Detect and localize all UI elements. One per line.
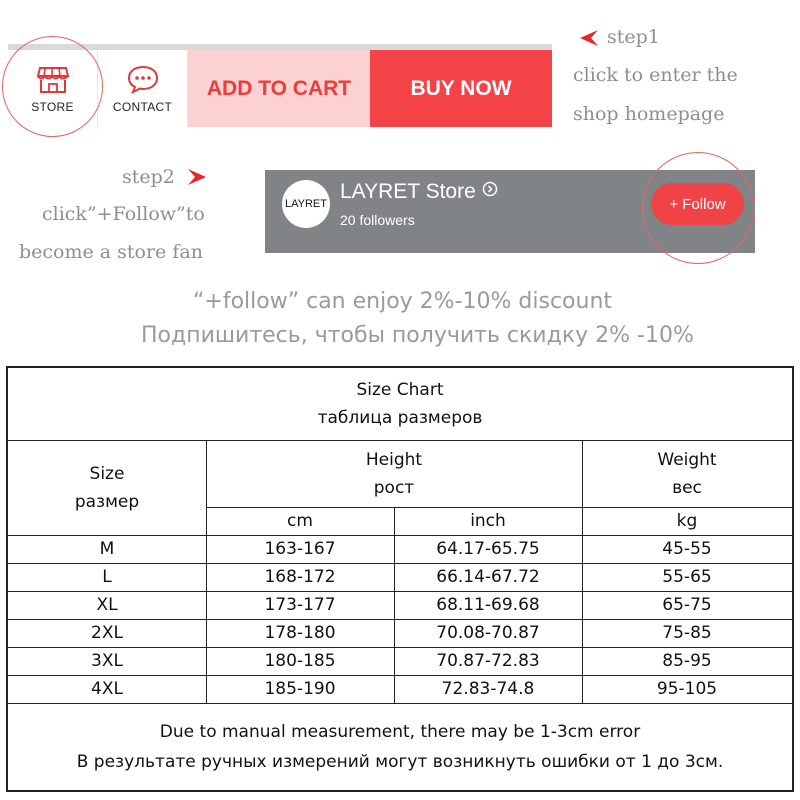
contact-label: CONTACT	[112, 99, 173, 114]
kg-cell: 95-105	[656, 679, 718, 699]
store-name[interactable]	[340, 180, 498, 204]
kg-cell: 65-75	[662, 595, 712, 615]
step2-line1: click”+Follow”to	[42, 203, 205, 225]
size-chart-table	[6, 366, 794, 792]
size-header	[8, 440, 206, 535]
measurement-note	[8, 703, 792, 790]
size-cell: 3XL	[91, 651, 123, 671]
note-english: Due to manual measurement, there may be 1-3cm error	[159, 721, 641, 742]
kg-cell: 75-85	[662, 623, 712, 643]
size-cell: 4XL	[91, 679, 123, 699]
cm-cell: 185-190	[264, 679, 336, 699]
title-english: Size Chart	[356, 380, 444, 400]
inch-cell: 64.17-65.75	[436, 539, 540, 559]
chevron-circle-icon	[482, 181, 498, 197]
add-to-cart-button[interactable]: ADD TO CART	[188, 50, 370, 127]
store-highlight-circle	[2, 36, 103, 137]
cm-cell: 168-172	[264, 567, 336, 587]
cm-cell: 173-177	[264, 595, 336, 615]
store-avatar[interactable]: LAYRET	[282, 180, 330, 228]
arrow-left-icon	[578, 29, 600, 47]
chat-bubble-icon	[126, 64, 160, 94]
height-header-en: Height	[365, 449, 423, 470]
contact-button[interactable]	[98, 50, 188, 127]
weight-header-en: Weight	[657, 449, 717, 470]
step2-line2: become a store fan	[19, 241, 203, 263]
note-russian: В результате ручных измерений могут возникнуть ошибки от 1 до 3см.	[76, 751, 724, 772]
promo-russian: Подпишитесь, чтобы получить скидку 2% -10%	[141, 323, 694, 348]
size-cell: M	[99, 539, 115, 559]
inch-cell: 72.83-74.8	[441, 679, 535, 699]
unit-kg: kg	[676, 511, 698, 531]
cm-cell: 180-185	[264, 651, 336, 671]
size-chart-title	[8, 368, 792, 440]
promo-english: “+follow” can enjoy 2%-10% discount	[193, 289, 613, 314]
weight-header-ru: вес	[672, 477, 702, 498]
kg-cell: 85-95	[662, 651, 712, 671]
height-header-ru: рост	[373, 477, 415, 498]
step1-line1: click to enter the	[573, 64, 738, 86]
store-name-text: LAYRET Store	[340, 180, 476, 203]
inch-cell: 70.08-70.87	[436, 623, 540, 643]
title-russian: таблица размеров	[317, 408, 483, 428]
weight-header	[582, 440, 792, 507]
size-header-en: Size	[89, 463, 125, 484]
inch-cell: 70.87-72.83	[436, 651, 540, 671]
height-header	[206, 440, 582, 507]
step1-line2: shop homepage	[573, 103, 725, 125]
cm-cell: 163-167	[264, 539, 336, 559]
unit-cm: cm	[287, 511, 313, 531]
follow-button[interactable]: + Follow	[651, 183, 744, 225]
inch-cell: 68.11-69.68	[436, 595, 540, 615]
arrow-right-icon	[186, 168, 208, 186]
buy-now-button[interactable]: BUY NOW	[370, 50, 552, 127]
followers-count: 20 followers	[340, 212, 415, 228]
inch-cell: 66.14-67.72	[436, 567, 540, 587]
size-cell: XL	[96, 595, 118, 615]
kg-cell: 45-55	[662, 539, 712, 559]
step2-label: step2	[122, 166, 175, 188]
follow-highlight-circle	[642, 152, 754, 264]
cm-cell: 178-180	[264, 623, 336, 643]
step1-label: step1	[607, 26, 660, 48]
size-cell: L	[102, 567, 112, 587]
size-header-ru: размер	[74, 491, 140, 512]
size-cell: 2XL	[91, 623, 123, 643]
unit-inch: inch	[470, 511, 506, 531]
kg-cell: 55-65	[662, 567, 712, 587]
store-label: STORE	[31, 99, 74, 114]
